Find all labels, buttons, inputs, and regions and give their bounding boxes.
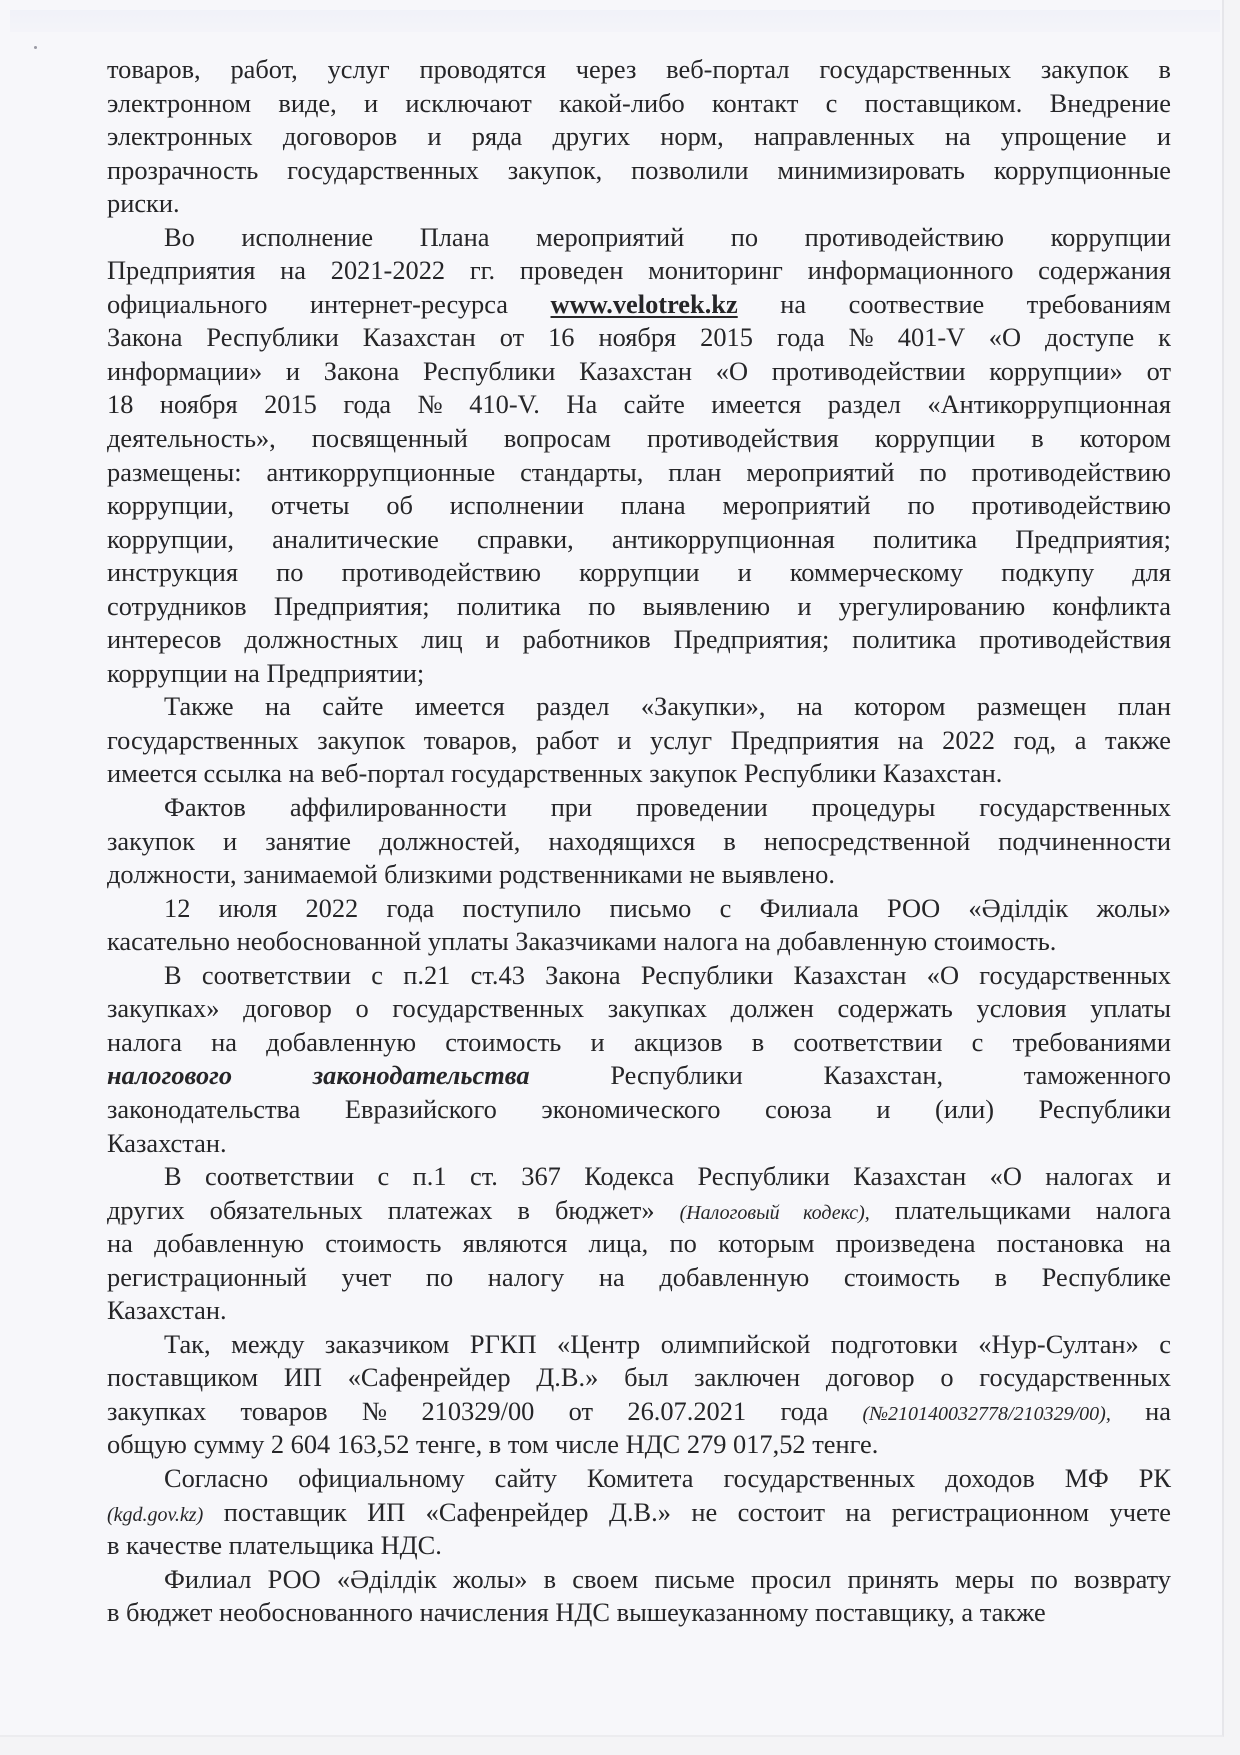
text-line	[107, 1395, 1171, 1429]
text-line: электронном виде, и исключают какой-либо контакт с поставщиком. Внедрение	[107, 87, 1171, 118]
text-line: Также на сайте имеется раздел «Закупки», на котором размещен план	[164, 691, 1171, 722]
text-line: закупках» договор о государственных закупках должен содержать условия уплаты	[107, 993, 1171, 1024]
text-line: Казахстан.	[107, 1127, 227, 1158]
text-line: размещены: антикоррупционные стандарты, план мероприятий по противодействию	[107, 456, 1171, 487]
text-line: В соответствии с п.1 ст. 367 Кодекса Республики Казахстан «О налогах и	[164, 1161, 1171, 1192]
text-line: электронных договоров и ряда других норм, направленных на упрощение и	[107, 121, 1171, 152]
scan-speck	[34, 46, 37, 49]
paragraph-p7	[107, 1160, 1171, 1328]
text-line: информации» и Закона Республики Казахстан «О противодействии коррупции» от	[107, 355, 1171, 386]
text-segment: Республики Казахстан, таможенного	[529, 1060, 1171, 1091]
italic-reference: (Налоговый кодекс),	[679, 1201, 870, 1224]
text-line: товаров, работ, услуг проводятся через веб-портал государственных закупок в	[107, 54, 1171, 84]
paragraph-p3	[107, 690, 1171, 791]
paragraph-p8	[107, 1328, 1171, 1462]
text-line: прозрачность государственных закупок, позволили минимизировать коррупционные	[107, 154, 1171, 185]
paragraph-p9	[107, 1462, 1171, 1563]
text-line: законодательства Евразийского экономического союза и (или) Республики	[107, 1093, 1171, 1124]
italic-reference: (kgd.gov.kz)	[107, 1503, 204, 1526]
text-line: риски.	[107, 188, 180, 219]
text-line: поставщиком ИП «Сафенрейдер Д.В.» был заключен договор о государственных	[107, 1362, 1171, 1393]
text-segment: официального интернет-ресурса	[107, 288, 551, 319]
text-segment: поставщик ИП «Сафенрейдер Д.В.» не состоит на регистрационном учете	[203, 1496, 1171, 1527]
text-line: Так, между заказчиком РГКП «Центр олимпийской подготовки «Нур-Султан» с	[164, 1328, 1171, 1359]
scan-artifact-band	[10, 10, 1220, 32]
text-line: в бюджет необоснованного начисления НДС вышеуказанному поставщику, а также	[107, 1597, 1046, 1628]
text-line: регистрационный учет по налогу на добавленную стоимость в Республике	[107, 1261, 1171, 1292]
text-line: В соответствии с п.21 ст.43 Закона Республики Казахстан «О государственных	[164, 959, 1171, 990]
text-line: сотрудников Предприятия; политика по выявлению и урегулированию конфликта	[107, 590, 1171, 621]
text-line: Филиал РОО «Әділдік жолы» в своем письме просил принять меры по возврату	[164, 1563, 1171, 1594]
text-segment: на	[1110, 1395, 1171, 1426]
text-line: касательно необоснованной уплаты Заказчиками налога на добавленную стоимость.	[107, 926, 1057, 957]
text-line	[107, 288, 1171, 322]
text-line: Закона Республики Казахстан от 16 ноября 2015 года № 401-V «О доступе к	[107, 322, 1171, 353]
text-line: на добавленную стоимость являются лица, по которым произведена постановка на	[107, 1228, 1171, 1259]
text-line: в качестве плательщика НДС.	[107, 1530, 442, 1561]
text-line	[107, 1496, 1171, 1530]
text-line: Во исполнение Плана мероприятий по противодействию коррупции	[164, 221, 1171, 252]
text-line: должности, занимаемой близкими родственниками не выявлено.	[107, 859, 835, 890]
text-line: общую сумму 2 604 163,52 тенге, в том числе НДС 279 017,52 тенге.	[107, 1429, 879, 1460]
text-segment: на соотвествие требованиям	[737, 288, 1172, 319]
text-line: государственных закупок товаров, работ и услуг Предприятия на 2022 год, а также	[107, 724, 1171, 755]
text-line: имеется ссылка на веб-портал государственных закупок Республики Казахстан.	[107, 758, 1003, 789]
text-line	[107, 1194, 1171, 1228]
text-line: интересов должностных лиц и работников Предприятия; политика противодействия	[107, 624, 1171, 655]
paragraph-p4	[107, 791, 1171, 892]
text-line: инструкция по противодействию коррупции и коммерческому подкупу для	[107, 557, 1171, 588]
text-line: коррупции, аналитические справки, антикоррупционная политика Предприятия;	[107, 523, 1171, 554]
paragraph-p5	[107, 892, 1171, 959]
text-segment: плательщиками налога	[869, 1194, 1172, 1225]
italic-reference: (№210140032778/210329/00),	[862, 1402, 1111, 1425]
text-line	[107, 1059, 1171, 1093]
text-segment: других обязательных платежах в бюджет»	[107, 1194, 680, 1225]
text-line: 18 ноября 2015 года № 410-V. На сайте имеется раздел «Антикоррупционная	[107, 389, 1171, 420]
text-line: 12 июля 2022 года поступило письмо с Филиала РОО «Әділдік жолы»	[164, 892, 1171, 923]
text-line: коррупции на Предприятии;	[107, 657, 425, 688]
paragraph-p1	[107, 53, 1171, 221]
document-body	[107, 53, 1171, 1630]
paragraph-p2	[107, 221, 1171, 691]
text-segment: закупках товаров № 210329/00 от 26.07.2021 года	[107, 1395, 863, 1426]
text-line: коррупции, отчеты об исполнении плана мероприятий по противодействию	[107, 490, 1171, 521]
text-line: закупок и занятие должностей, находящихся в непосредственной подчиненности	[107, 825, 1171, 856]
text-line: Согласно официальному сайту Комитета государственных доходов МФ РК	[164, 1462, 1171, 1493]
website-link[interactable]: www.velotrek.kz	[550, 288, 738, 319]
text-line: налога на добавленную стоимость и акцизов в соответствии с требованиями	[107, 1026, 1171, 1057]
text-line: Казахстан.	[107, 1295, 227, 1326]
text-line: Предприятия на 2021-2022 гг. проведен мониторинг информационного содержания	[107, 255, 1171, 286]
emphasized-term: налогового законодательства	[107, 1060, 530, 1091]
text-line: Фактов аффилированности при проведении процедуры государственных	[164, 792, 1171, 823]
text-line: деятельность», посвященный вопросам противодействия коррупции в котором	[107, 423, 1171, 454]
paragraph-p6	[107, 959, 1171, 1160]
paragraph-p10	[107, 1563, 1171, 1630]
